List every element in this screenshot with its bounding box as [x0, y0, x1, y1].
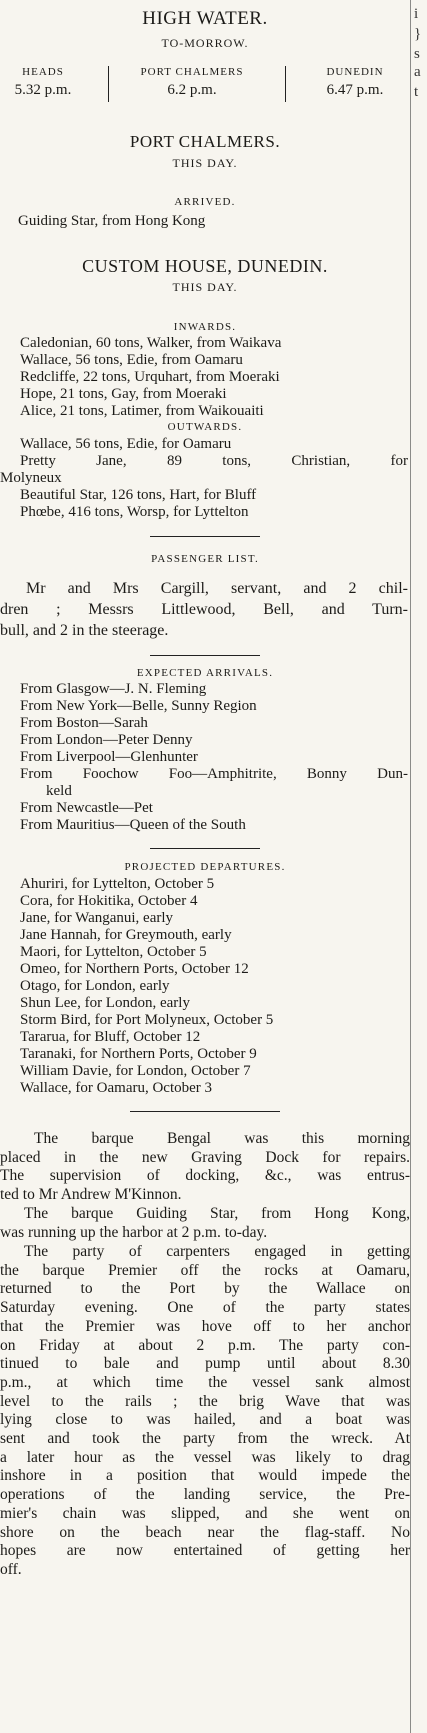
departure-line: Omeo, for Northern Ports, October 12 — [20, 961, 249, 977]
divider — [285, 66, 286, 102]
news-line: a later hour as the vessel was likely to drag — [0, 1448, 410, 1466]
inwards-entry: Redcliffe, 22 tons, Urquhart, from Moeraki — [20, 369, 280, 385]
news-line: ted to Mr Andrew M'Kinnon. — [0, 1186, 182, 1204]
news-line: operations of the landing service, the Pre- — [0, 1486, 410, 1504]
arrived-entry: Guiding Star, from Hong Kong — [18, 213, 206, 229]
passenger-list-heading: PASSENGER LIST. — [151, 553, 259, 565]
outwards-entry: Pretty Jane, 89 tons, Christian, for — [20, 453, 408, 469]
divider — [150, 655, 260, 656]
outwards-heading: OUTWARDS. — [167, 421, 243, 433]
tide-place: DUNEDIN — [326, 66, 384, 78]
news-line: The party of carpenters engaged in getting — [24, 1243, 410, 1260]
departure-line: Ahuriri, for Lyttelton, October 5 — [20, 876, 215, 892]
departure-line: Taranaki, for Northern Ports, October 9 — [20, 1046, 257, 1062]
inwards-heading: INWARDS. — [173, 321, 237, 333]
arrival-line: keld — [46, 783, 72, 799]
arrival-line: From Boston—Sarah — [20, 715, 148, 731]
news-line: shore on the beach near the flag-staff. No — [0, 1523, 410, 1541]
departure-line: William Davie, for London, October 7 — [20, 1063, 251, 1079]
passenger-line: dren ; Messrs Littlewood, Bell, and Turn- — [0, 601, 408, 618]
arrival-line: From Foochow Foo—Amphitrite, Bonny Dun- — [20, 766, 408, 782]
news-line: mier's chain was slipped, and she went on — [0, 1504, 410, 1522]
passenger-line: bull, and 2 in the steerage. — [0, 622, 169, 639]
news-line: level to the rails ; the brig Wave that was — [0, 1392, 410, 1410]
departure-line: Storm Bird, for Port Molyneux, October 5 — [20, 1012, 274, 1028]
tide-time: 5.32 p.m. — [14, 82, 72, 98]
news-line: The barque Guiding Star, from Hong Kong, — [24, 1205, 410, 1222]
divider — [108, 66, 109, 102]
news-line: that the Premier was hove off to her anchor — [0, 1317, 410, 1335]
adjacent-column-fragment: } — [414, 26, 422, 42]
news-line: sent and took the party from the wreck. At — [0, 1430, 410, 1448]
departure-line: Jane, for Wanganui, early — [20, 910, 174, 926]
news-line: returned to the Port by the Wallace on — [0, 1280, 410, 1298]
departure-line: Otago, for London, early — [20, 978, 170, 994]
news-line: the barque Premier off the rocks at Oamaru, — [0, 1261, 410, 1279]
departure-line: Shun Lee, for London, early — [20, 995, 190, 1011]
high-water-title: HIGH WATER. — [142, 8, 268, 29]
news-line: on Friday at about 2 p.m. The party con- — [0, 1336, 410, 1354]
arrival-line: From Mauritius—Queen of the South — [20, 817, 246, 833]
arrival-line: From Liverpool—Glenhunter — [20, 749, 198, 765]
arrival-line: From Glasgow—J. N. Fleming — [20, 681, 207, 697]
news-line: p.m., at which time the vessel sank almost — [0, 1373, 410, 1391]
port-chalmers-title: PORT CHALMERS. — [129, 132, 281, 151]
divider — [150, 848, 260, 849]
tide-place: HEADS — [22, 66, 64, 78]
news-line: lying close to was hailed, and a boat was — [0, 1411, 410, 1429]
outwards-entry: Phœbe, 416 tons, Worsp, for Lyttelton — [20, 504, 249, 520]
expected-arrivals-heading: EXPECTED ARRIVALS. — [136, 667, 274, 679]
arrival-line: From Newcastle—Pet — [20, 800, 153, 816]
adjacent-column-fragment: i — [414, 6, 419, 22]
news-line: off. — [0, 1560, 22, 1578]
outwards-entry: Wallace, 56 tons, Edie, for Oamaru — [20, 436, 232, 452]
tide-time: 6.2 p.m. — [167, 82, 217, 98]
departure-line: Wallace, for Oamaru, October 3 — [20, 1080, 213, 1096]
news-line: placed in the new Graving Dock for repairs. — [0, 1148, 410, 1166]
departure-line: Tararua, for Bluff, October 12 — [20, 1029, 201, 1045]
news-line: inshore in a position that would impede the — [0, 1467, 410, 1485]
departure-line: Cora, for Hokitika, October 4 — [20, 893, 198, 909]
tide-time: 6.47 p.m. — [326, 82, 384, 98]
outwards-entry: Molyneux — [0, 470, 62, 486]
projected-departures-heading: PROJECTED DEPARTURES. — [124, 861, 286, 873]
high-water-subtitle: TO-MORROW. — [161, 36, 249, 50]
news-line: Saturday evening. One of the party states — [0, 1299, 410, 1317]
tide-place: PORT CHALMERS — [140, 66, 244, 78]
news-line: was running up the harbor at 2 p.m. to-day. — [0, 1223, 268, 1241]
divider — [150, 536, 260, 537]
news-paragraph-bengal — [0, 1130, 410, 1205]
port-chalmers-subtitle: THIS DAY. — [172, 156, 238, 170]
arrival-line: From London—Peter Denny — [20, 732, 193, 748]
arrived-heading: ARRIVED. — [174, 196, 236, 208]
adjacent-column-fragment: t — [414, 84, 419, 100]
news-line: The barque Bengal was this morning — [34, 1130, 410, 1147]
news-line: tinued to bale and pump until about 8.30 — [0, 1355, 410, 1373]
inwards-entry: Hope, 21 tons, Gay, from Moeraki — [20, 386, 227, 402]
outwards-entry: Beautiful Star, 126 tons, Hart, for Bluff — [20, 487, 257, 503]
passenger-line: Mr and Mrs Cargill, servant, and 2 chil- — [26, 580, 408, 597]
custom-house-subtitle: THIS DAY. — [172, 280, 238, 294]
custom-house-title: CUSTOM HOUSE, DUNEDIN. — [82, 256, 328, 276]
arrival-line: From New York—Belle, Sunny Region — [20, 698, 257, 714]
inwards-entry: Alice, 21 tons, Latimer, from Waikouaiti — [20, 403, 264, 419]
adjacent-column-fragment: s — [414, 46, 420, 62]
adjacent-column-fragment: a — [414, 64, 421, 80]
news-paragraph-premier — [0, 1243, 410, 1580]
news-paragraph-guiding-star — [0, 1205, 410, 1242]
news-line: The supervision of docking, &c., was entrus- — [0, 1167, 410, 1185]
column-rule — [410, 0, 411, 1733]
inwards-entry: Caledonian, 60 tons, Walker, from Waikava — [20, 335, 282, 351]
departure-line: Jane Hannah, for Greymouth, early — [20, 927, 232, 943]
inwards-entry: Wallace, 56 tons, Edie, from Oamaru — [20, 352, 243, 368]
news-line: hopes are now entertained of getting her — [0, 1542, 410, 1560]
departure-line: Maori, for Lyttelton, October 5 — [20, 944, 207, 960]
divider — [130, 1111, 280, 1112]
